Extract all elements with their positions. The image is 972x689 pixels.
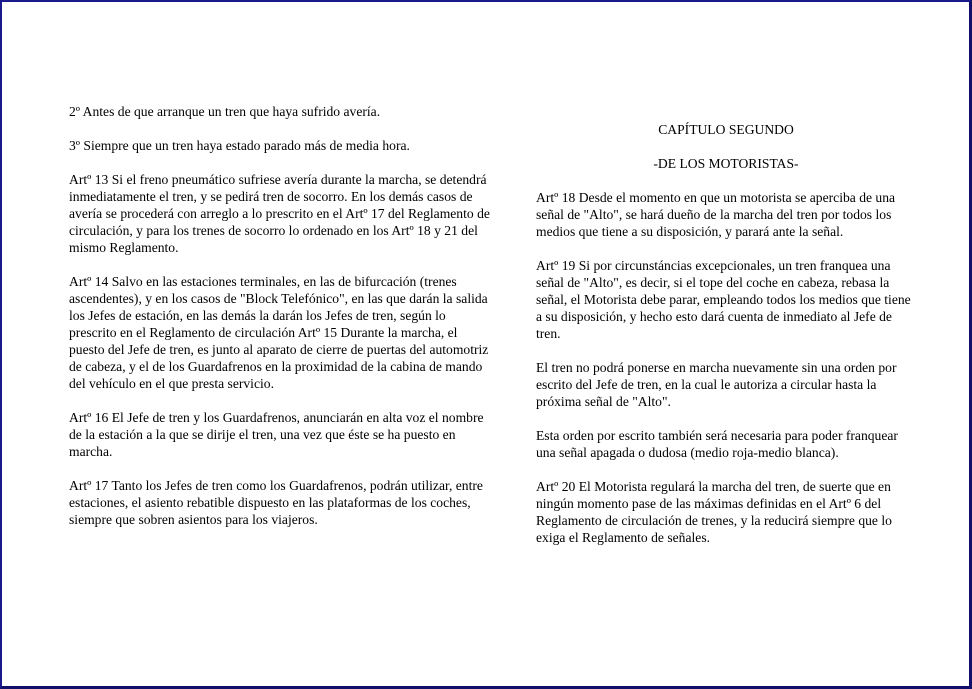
paragraph-art-20: Artº 20 El Motorista regulará la marcha del tren, de suerte que en ningún momento pase de las máximas definidas en el Artº 6 del Reglamento de circulación de trenes, y la reducirá siempre que lo exiga el Reglamento de señales. [536, 479, 892, 545]
paragraph-art-19: Artº 19 Si por circunstáncias excepcionales, un tren franquea una señal de "Alto", es decir, si el tope del coche en cabeza, rebasa la señal, el Motorista debe parar, empleando todos los medios que tiene a su disposición, y hecho esto dará cuenta de inmediato al Jefe de tren. [536, 258, 911, 341]
paragraph-art-17: Artº 17 Tanto los Jefes de tren como los Guardafrenos, podrán utilizar, entre estaciones, el asiento rebatible dispuesto en las plataformas de los coches, siempre que sobren asientos para los viajeros. [69, 478, 483, 527]
paragraph-art-13: Artº 13 Si el freno pneumático sufriese avería durante la marcha, se detendrá inmediatamente el tren, y se pedirá tren de socorro. En los demás casos de avería se procederá con arreglo a lo prescrito en el Artº 17 del Reglamento de circulación, y para los trenes de socorro lo ordenado en los Artº 18 y 21 del mismo Reglamento. [69, 172, 490, 255]
paragraph-written-order: Esta orden por escrito también será necesaria para poder franquear una señal apagada o dudosa (medio roja-medio blanca). [536, 428, 898, 460]
paragraph-restart-order: El tren no podrá ponerse en marcha nuevamente sin una orden por escrito del Jefe de tren, en la cual le autoriza a circular hasta la próxima señal de "Alto". [536, 360, 897, 409]
right-column [536, 121, 916, 563]
chapter-subtitle: -DE LOS MOTORISTAS- [653, 156, 799, 171]
paragraph-item-3: 3º Siempre que un tren haya estado parado más de media hora. [69, 138, 410, 153]
paragraph-art-18: Artº 18 Desde el momento en que un motorista se aperciba de una señal de "Alto", se hará dueño de la marcha del tren por todos los medios que tiene a su disposición, y parará ante la señal. [536, 190, 896, 239]
paragraph-art-16: Artº 16 El Jefe de tren y los Guardafrenos, anunciarán en alta voz el nombre de la estación a la que se dirije el tren, una vez que éste se ha puesto en marcha. [69, 410, 484, 459]
paragraph-item-2: 2º Antes de que arranque un tren que haya sufrido avería. [69, 104, 381, 119]
chapter-title: CAPÍTULO SEGUNDO [658, 122, 794, 137]
left-column [69, 103, 493, 545]
paragraph-art-14: Artº 14 Salvo en las estaciones terminales, en las de bifurcación (trenes ascendentes), y en los casos de "Block Telefónico", en las que darán la salida los Jefes de estación, en las demás la darán los Jefes de tren, según lo prescrito en el Reglamento de circulación Artº 15 Durante la marcha, el puesto del Jefe de tren, es junto al aparato de cierre de puertas del automotriz de cabeza, y el de los Guardafrenos en la proximidad de la cabina de mando del vehículo en el que presta servicio. [69, 274, 489, 391]
